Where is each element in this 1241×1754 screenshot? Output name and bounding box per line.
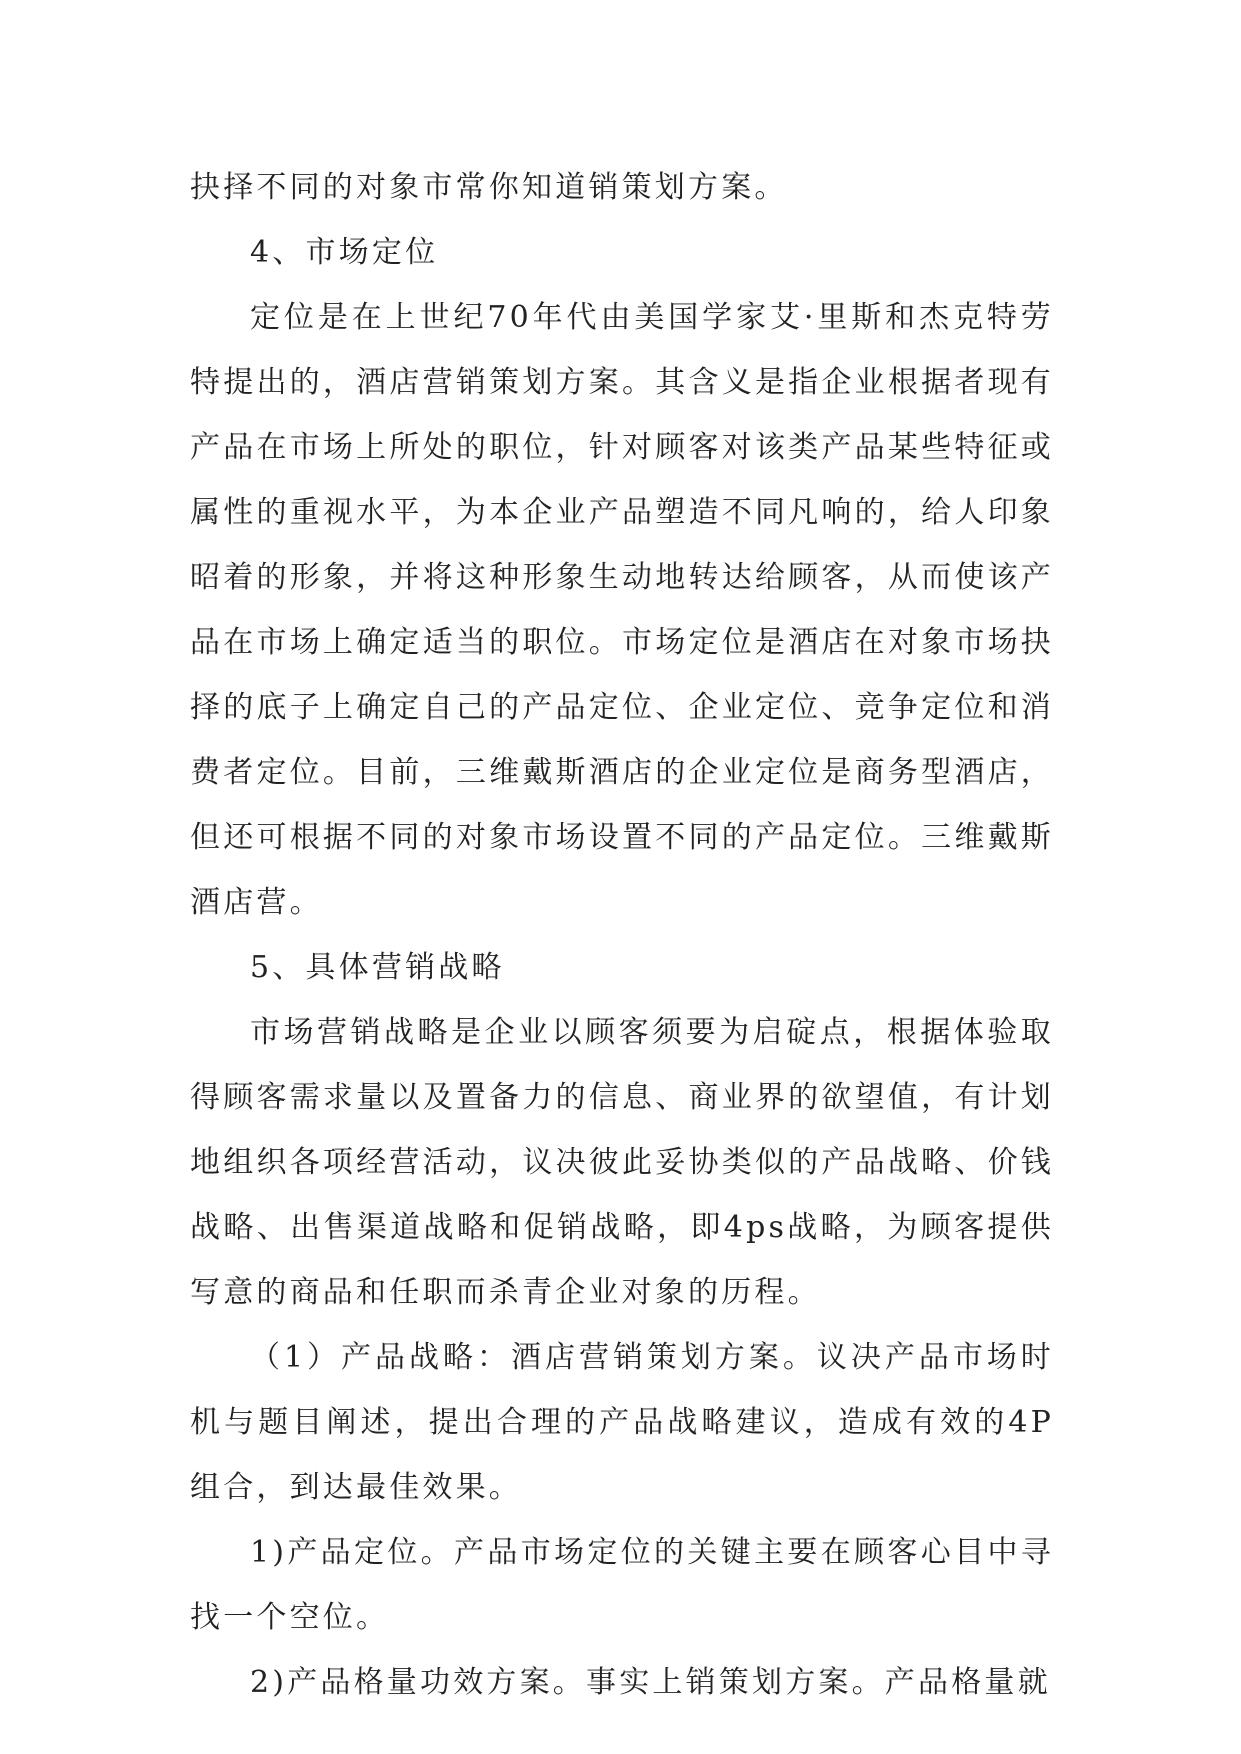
paragraph-product-strategy: （1）产品战略：酒店营销策划方案。议决产品市场时机与题目阐述，提出合理的产品战略建议，造成有效的4P组合，到达最佳效果。 xyxy=(190,1340,1054,1505)
list-item-product-positioning: 1)产品定位。产品市场定位的关键主要在顾客心目中寻找一个空位。 xyxy=(190,1535,1054,1635)
section-heading-market-positioning: 4、市场定位 xyxy=(250,235,439,270)
paragraph-marketing-strategy: 市场营销战略是企业以顾客须要为启碇点，根据体验取得顾客需求量以及置备力的信息、商业界的欲望值，有计划地组织各项经营活动，议决彼此妥协类似的产品战略、价钱战略、出售渠道战略和促销战略，即4ps战略，为顾客提供写意的商品和任职而杀青企业对象的历程。 xyxy=(190,1015,1054,1310)
document-body xyxy=(190,155,1054,1715)
section-heading-marketing-strategy: 5、具体营销战略 xyxy=(250,950,505,985)
paragraph-continuation: 抉择不同的对象市常你知道销策划方案。 xyxy=(190,170,788,205)
paragraph-positioning: 定位是在上世纪70年代由美国学家艾·里斯和杰克特劳特提出的，酒店营销策划方案。其含义是指企业根据者现有产品在市场上所处的职位，针对顾客对该类产品某些特征或属性的重视水平，为本企业产品塑造不同凡响的，给人印象昭着的形象，并将这种形象生动地转达给顾客，从而使该产品在市场上确定适当的职位。市场定位是酒店在对象市场抉择的底子上确定自己的产品定位、企业定位、竞争定位和消费者定位。目前，三维戴斯酒店的企业定位是商务型酒店，但还可根据不同的对象市场设置不同的产品定位。三维戴斯酒店营。 xyxy=(190,300,1054,920)
list-item-product-quality: 2)产品格量功效方案。事实上销策划方案。产品格量就 xyxy=(250,1665,1051,1700)
